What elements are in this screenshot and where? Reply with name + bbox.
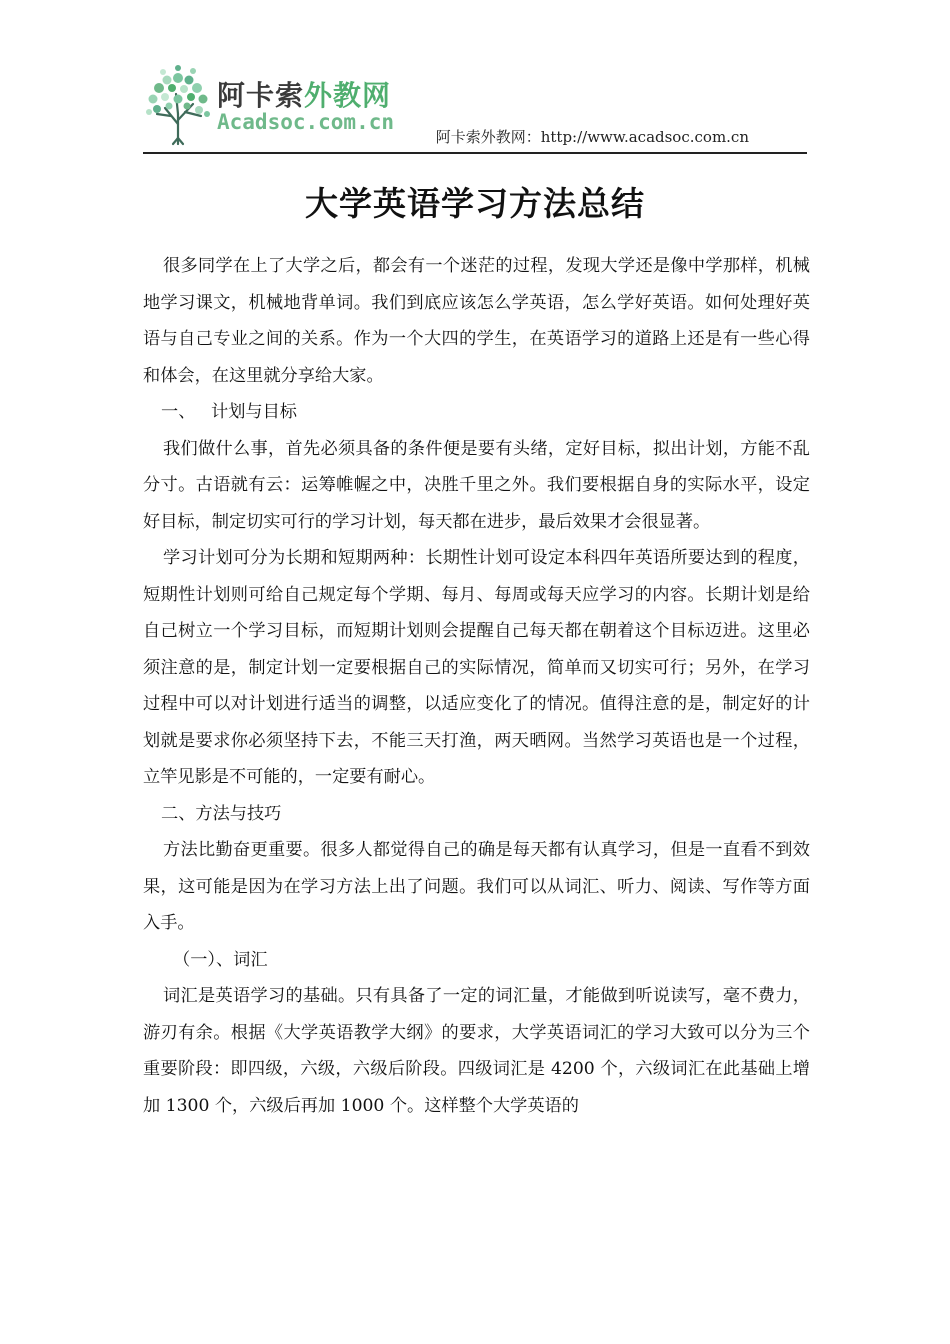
- subsection-vocabulary-heading: （一）、词汇: [173, 949, 268, 970]
- page-header: [143, 62, 807, 154]
- brand-name-part2: 外教网: [304, 79, 392, 112]
- tree-logo-icon: [143, 64, 213, 146]
- section-1-paragraph-1: 我们做什么事，首先必须具备的条件便是要有头绪，定好目标，拟出计划，方能不乱分寸。古语就有云：运筹帷幄之中，决胜千里之外。我们要根据自身的实际水平，设定好目标，制定切实可行的学习计划，每天都在进步，最后效果才会很显著。: [143, 438, 810, 532]
- section-2-paragraph: 方法比勤奋更重要。很多人都觉得自己的确是每天都有认真学习，但是一直看不到效果，这可能是因为在学习方法上出了问题。我们可以从词汇、听力、阅读、写作等方面入手。: [143, 840, 810, 933]
- section-1-heading: [143, 394, 810, 431]
- section-1-paragraph-2: 学习计划可分为长期和短期两种：长期性计划可设定本科四年英语所要达到的程度，短期性计划则可给自己规定每个学期、每月、每周或每天应学习的内容。长期计划是给自己树立一个学习目标，而短期计划则会提醒自己每天都在朝着这个目标迈进。这里必须注意的是，制定计划一定要根据自己的实际情况，简单而又切实可行；另外，在学习过程中可以对计划进行适当的调整，以适应变化了的情况。值得注意的是，制定好的计划就是要求你必须坚持下去，不能三天打渔，两天晒网。当然学习英语也是一个过程，立竿见影是不可能的，一定要有耐心。: [143, 548, 810, 787]
- page-title: 大学英语学习方法总结: [305, 184, 645, 223]
- brand-name-part1: 阿卡索: [217, 79, 305, 112]
- brand-domain: Acadsoc.com.cn: [217, 110, 395, 134]
- header-url-text: 阿卡索外教网：http://www.acadsoc.com.cn: [435, 128, 749, 146]
- section-2-heading: 二、方法与技巧: [161, 803, 282, 824]
- section-1-title: 计划与目标: [211, 402, 297, 422]
- intro-paragraph: 很多同学在上了大学之后，都会有一个迷茫的过程，发现大学还是像中学那样，机械地学习课文，机械地背单词。我们到底应该怎么学英语，怎么学好英语。如何处理好英语与自己专业之间的关系。作为一个大四的学生，在英语学习的道路上还是有一些心得和体会，在这里就分享给大家。: [143, 256, 810, 386]
- document-body: [143, 248, 810, 1124]
- subsection-vocabulary-paragraph: 词汇是英语学习的基础。只有具备了一定的词汇量，才能做到听说读写，毫不费力，游刃有余。根据《大学英语教学大纲》的要求，大学英语词汇的学习大致可以分为三个重要阶段：即四级，六级，六级后阶段。四级词汇是 4200 个，六级词汇在此基础上增加 1300 个，六级后再加 1000 个。这样整个大学英语的: [143, 986, 810, 1116]
- brand-name: [217, 74, 391, 114]
- section-1-number: 一、: [161, 402, 196, 422]
